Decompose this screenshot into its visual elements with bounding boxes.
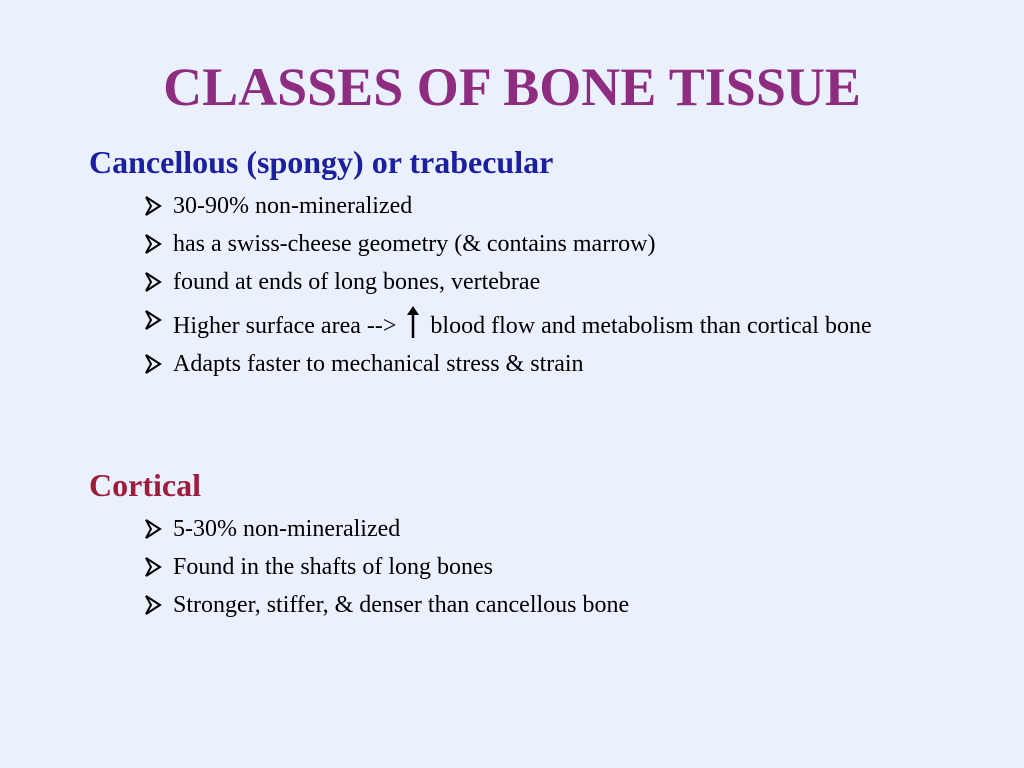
cancellous-bullet-list bbox=[143, 191, 963, 387]
arrowhead-bullet-icon bbox=[143, 351, 165, 377]
arrowhead-bullet-icon bbox=[143, 592, 165, 618]
bullet-text: Found in the shafts of long bones bbox=[173, 554, 493, 580]
list-item bbox=[143, 229, 963, 259]
cortical-bullet-list bbox=[143, 514, 963, 628]
up-arrow-icon bbox=[406, 305, 420, 339]
list-item bbox=[143, 514, 963, 544]
bullet-text: Adapts faster to mechanical stress & strain bbox=[173, 351, 584, 377]
arrowhead-bullet-icon bbox=[143, 516, 165, 542]
arrowhead-bullet-icon bbox=[143, 554, 165, 580]
list-item bbox=[143, 552, 963, 582]
bullet-text-after: blood flow and metabolism than cortical bone bbox=[430, 313, 872, 339]
arrowhead-bullet-icon bbox=[143, 307, 165, 333]
list-item bbox=[143, 305, 963, 341]
slide-title: CLASSES OF BONE TISSUE bbox=[163, 57, 861, 117]
arrowhead-bullet-icon bbox=[143, 193, 165, 219]
list-item bbox=[143, 349, 963, 379]
bullet-text-before: Higher surface area --> bbox=[173, 313, 397, 339]
list-item bbox=[143, 267, 963, 297]
list-item bbox=[143, 191, 963, 221]
section-heading-cancellous: Cancellous (spongy) or trabecular bbox=[89, 144, 554, 180]
bullet-text: 5-30% non-mineralized bbox=[173, 516, 401, 542]
bullet-text: Stronger, stiffer, & denser than cancellous bone bbox=[173, 592, 630, 618]
bullet-text: 30-90% non-mineralized bbox=[173, 193, 413, 219]
arrowhead-bullet-icon bbox=[143, 231, 165, 257]
bullet-text: found at ends of long bones, vertebrae bbox=[173, 269, 541, 295]
bullet-text: has a swiss-cheese geometry (& contains marrow) bbox=[173, 231, 656, 257]
list-item bbox=[143, 590, 963, 620]
section-heading-cortical: Cortical bbox=[89, 467, 201, 503]
arrowhead-bullet-icon bbox=[143, 269, 165, 295]
